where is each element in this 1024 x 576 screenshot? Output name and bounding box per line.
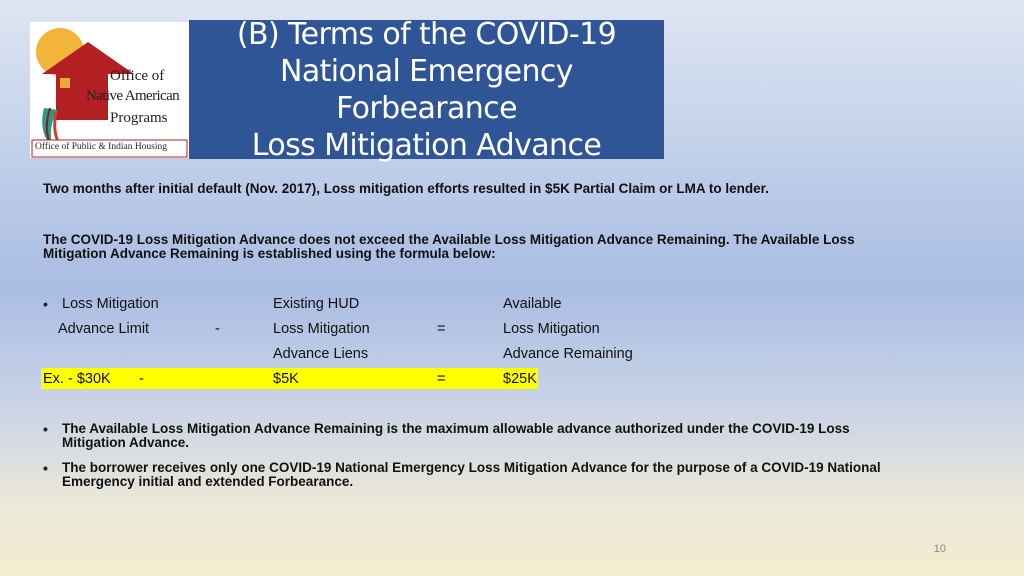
bullet-text: Emergency initial and extended Forbearance. xyxy=(62,474,354,489)
title-line1: (B) Terms of the COVID-19 xyxy=(236,16,617,52)
logo-line2: Native American xyxy=(86,88,180,104)
example-minus: - xyxy=(139,371,144,387)
example-label: Ex. - $30K xyxy=(43,371,111,387)
formula-col3-line3: Advance Remaining xyxy=(503,346,633,362)
bullet-marker: • xyxy=(43,421,48,437)
logo-line3: Programs xyxy=(110,110,168,126)
formula-minus: - xyxy=(215,321,220,337)
formula-col3-line2: Loss Mitigation xyxy=(503,321,600,337)
paragraph-default-info: Two months after initial default (Nov. 2017), Loss mitigation efforts resulted in $5K Partial Claim or LMA to lender. xyxy=(43,181,769,196)
logo xyxy=(30,22,189,158)
example-result: $25K xyxy=(503,371,537,387)
logo-line1: Office of xyxy=(110,68,165,84)
title-line3: Loss Mitigation Advance xyxy=(251,127,602,163)
title-box xyxy=(189,16,664,163)
formula-col3-line1: Available xyxy=(503,296,562,312)
formula-col2-line2: Loss Mitigation xyxy=(273,321,370,337)
bullet-marker: • xyxy=(43,460,48,476)
example-value: $5K xyxy=(273,371,299,387)
paragraph-formula-intro-line2: Mitigation Advance Remaining is established using the formula below: xyxy=(43,246,496,261)
logo-line4: Office of Public & Indian Housing xyxy=(35,142,168,152)
example-equals: = xyxy=(437,371,446,387)
page-number: 10 xyxy=(933,543,946,555)
formula-equals: = xyxy=(437,321,446,337)
formula-col2-line1: Existing HUD xyxy=(273,296,360,312)
formula-col1-line1: Loss Mitigation xyxy=(62,296,159,312)
bullet-text: Mitigation Advance. xyxy=(62,435,190,450)
bullet-text: The Available Loss Mitigation Advance Remaining is the maximum allowable advance authorized under the COVID-19 Loss xyxy=(62,421,850,436)
title-line2: National Emergency Forbearance xyxy=(280,53,573,126)
bullet-text: The borrower receives only one COVID-19 National Emergency Loss Mitigation Advance for the purpose of a COVID-19 National xyxy=(62,460,881,475)
paragraph-formula-intro-line1: The COVID-19 Loss Mitigation Advance does not exceed the Available Loss Mitigation Advance Remaining. The Available Loss xyxy=(43,232,855,247)
formula-col1-line2: Advance Limit xyxy=(58,321,150,337)
formula-col2-line3: Advance Liens xyxy=(273,346,369,362)
formula-bullet: • xyxy=(43,296,48,312)
